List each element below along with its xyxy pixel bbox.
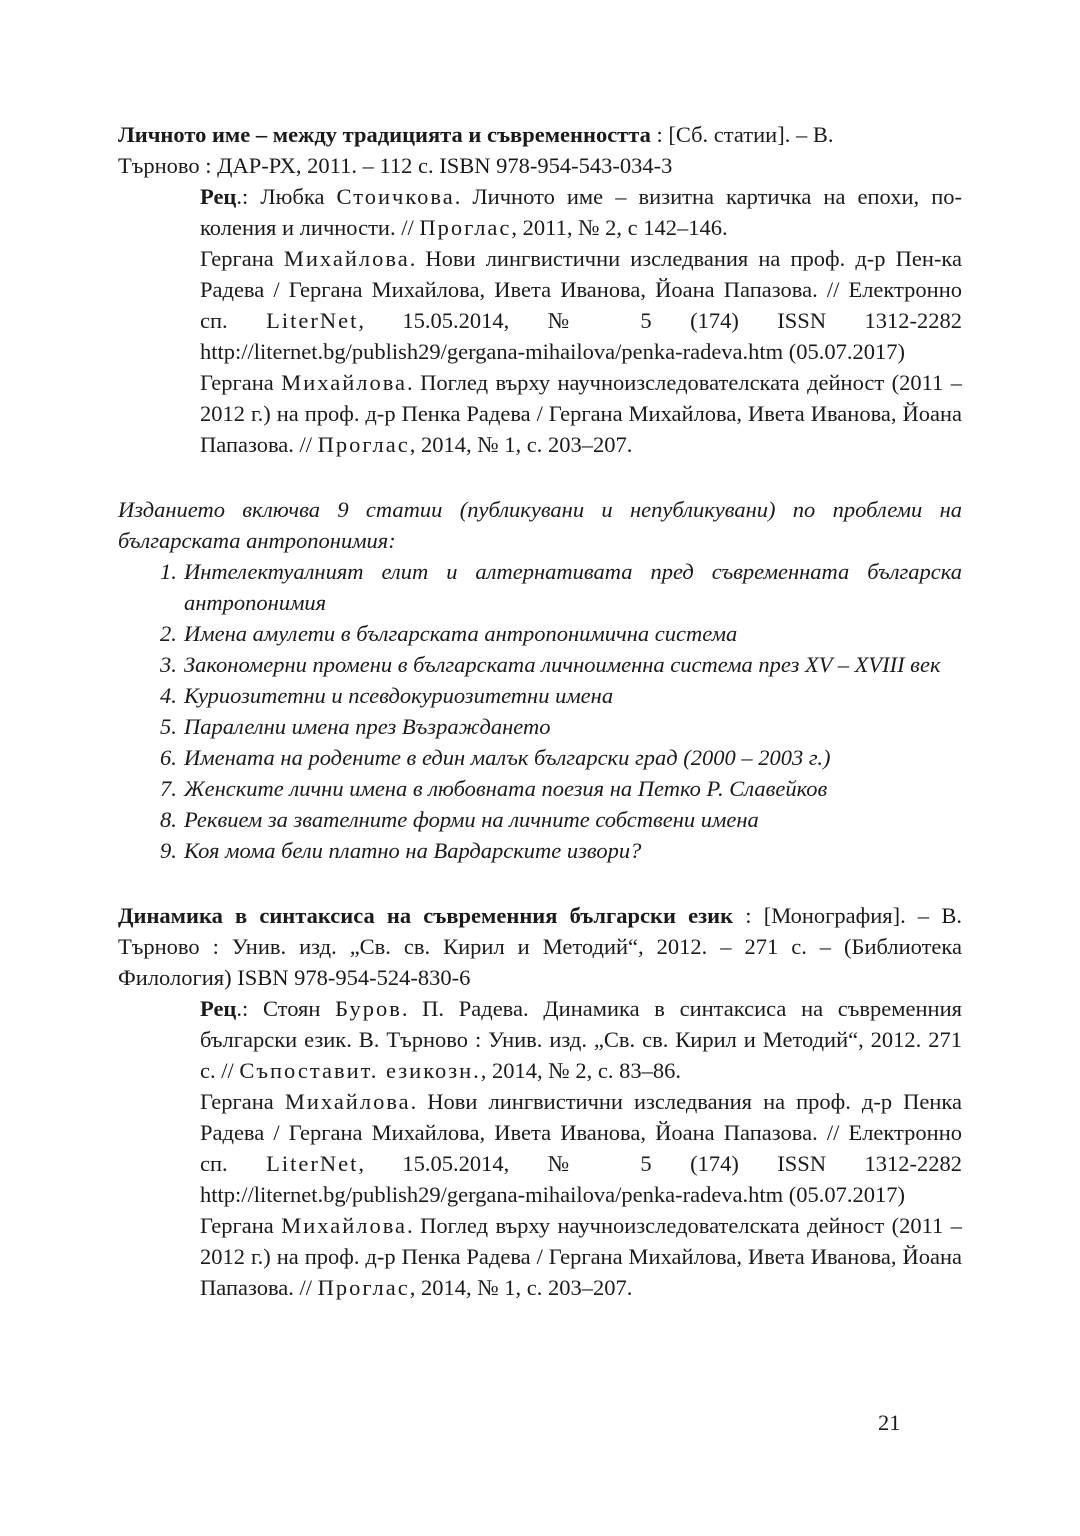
review-text: . Поглед върху научноизследователската дейност (2011 – 2012 г.) на проф. д-р Пенка Радева / Гергана Михайлова, Ивета Иванова, Йоана Папазова. // (200, 370, 962, 457)
list-item-text: Имената на родените в един малък български град (2000 – 2003 г.) (184, 745, 831, 770)
contents-description (118, 494, 962, 866)
review-journal: Съпоставит. езикозн. (239, 1058, 481, 1083)
bibliography-entry-2 (118, 900, 962, 1303)
review-journal: Проглас (419, 215, 512, 240)
list-item (160, 649, 962, 680)
review-citation: , 2014, № 2, с. 83–86. (480, 1058, 682, 1083)
list-item-text: Паралелни имена през Възраждането (184, 714, 551, 739)
review-text: . Поглед върху научноизследователската дейност (2011 – 2012 г.) на проф. д-р Пенка Радева / Гергана Михайлова, Ивета Иванова, Йоана Папазова. // (200, 1213, 962, 1300)
entry-1-reviews (200, 181, 962, 460)
review-journal: LiterNet (266, 308, 359, 333)
review-citation: , 2011, № 2, с 142–146. (511, 215, 728, 240)
list-item-number: 7. (160, 776, 177, 801)
contents-intro: Изданието включва 9 статии (публикувани и непубликувани) по проблеми на българската антропонимия: (118, 497, 962, 553)
list-item (160, 680, 962, 711)
page-content (118, 119, 962, 1303)
list-item-number: 5. (160, 714, 177, 739)
list-item-text: Женските лични имена в любовната поезия на Петко Р. Славейков (184, 776, 828, 801)
list-item-text: Куриозитетни и псевдокуриозитетни имена (184, 683, 614, 708)
entry-1-lead (118, 119, 962, 181)
review-citation: , 15.05.2014, № 5 (174) ISSN 1312-2282 http://liternet.bg/publish29/gergana-mihailova/penka-radeva.htm (05.07.2017) (200, 1151, 963, 1207)
list-item (160, 556, 962, 618)
review-citation: , 2014, № 1, с. 203–207. (409, 1275, 633, 1300)
list-item-text: Интелектуалният елит и алтернативата пред съвременната българска антропонимия (184, 559, 962, 615)
review-lead: .: Стоян (236, 996, 336, 1021)
review-journal: LiterNet (266, 1151, 359, 1176)
list-item-text: Коя мома бели платно на Вардарските извори? (184, 838, 642, 863)
list-item-number: 3. (160, 652, 177, 677)
entry-2-review-1 (200, 993, 962, 1086)
contents-list (118, 556, 962, 866)
review-author: Стоичкова (336, 184, 455, 209)
entry-2-lead-rest: : [Монография]. – В. Търново : Унив. изд. „Св. св. Кирил и Методий“, 2012. – 271 с. – (Библиотека Филология) ISBN 978-954-524-830-6 (118, 903, 962, 990)
list-item (160, 618, 962, 649)
review-text: . Нови лингвистични изследвания на проф. д-р Пенка Радева / Гергана Михайлова, Ивета Иванова, Йоана Папазова. // Електронно сп. (200, 1089, 962, 1176)
review-author: Михайлова (281, 370, 408, 395)
entry-1-review-1 (200, 181, 962, 243)
entry-2-lead (118, 900, 962, 993)
list-item-number: 4. (160, 683, 177, 708)
review-lead: Гергана (200, 370, 282, 395)
entry-2-title: Динамика в синтаксиса на съвременния български език (118, 903, 734, 928)
review-label: Рец (200, 996, 237, 1021)
review-citation: , 15.05.2014, № 5 (174) ISSN 1312-2282 http://liternet.bg/publish29/gergana-mihailova/penka-radeva.htm (05.07.2017) (200, 308, 963, 364)
review-lead: .: Любка (236, 184, 337, 209)
list-item-text: Имена амулети в българската антропонимична система (184, 621, 738, 646)
entry-1-lead-rest: : [Сб. статии]. – В. (650, 122, 834, 147)
review-author: Михайлова (284, 1089, 411, 1114)
entry-2-review-2 (200, 1086, 962, 1210)
list-item (160, 773, 962, 804)
entry-1-review-3 (200, 367, 962, 460)
list-item-text: Закономерни промени в българската личноименна система през XV – XVIII век (184, 652, 941, 677)
list-item (160, 804, 962, 835)
list-item-text: Реквием за звателните форми на личните собствени имена (184, 807, 759, 832)
entry-2-review-3 (200, 1210, 962, 1303)
review-author: Буров (335, 996, 402, 1021)
entry-1-title: Личното име – между традицията и съвременността (118, 122, 651, 147)
page-number: 21 (878, 1410, 901, 1435)
entry-2-reviews (200, 993, 962, 1303)
spacer (118, 866, 962, 900)
review-journal: Проглас (317, 1275, 410, 1300)
review-label: Рец (200, 184, 237, 209)
list-item-number: 2. (160, 621, 177, 646)
review-lead: Гергана (200, 1089, 285, 1114)
list-item (160, 835, 962, 866)
review-lead: Гергана (200, 246, 284, 271)
list-item-number: 6. (160, 745, 177, 770)
list-item-number: 8. (160, 807, 177, 832)
list-item-number: 1. (160, 559, 177, 584)
review-author: Михайлова (283, 246, 410, 271)
bibliography-entry-1 (118, 119, 962, 460)
list-item (160, 742, 962, 773)
review-text: . Нови лингвистични изследвания на проф. д-р Пен-ка Радева / Гергана Михайлова, Ивета Иванова, Йоана Папазова. // Електронно сп. (200, 246, 962, 333)
entry-1-review-2 (200, 243, 962, 367)
review-citation: , 2014, № 1, с. 203–207. (409, 432, 633, 457)
entry-1-imprint: Търново : ДАР-РХ, 2011. – 112 с. ISBN 978-954-543-034-3 (118, 153, 673, 178)
list-item-number: 9. (160, 838, 177, 863)
review-author: Михайлова (281, 1213, 408, 1238)
review-journal: Проглас (317, 432, 410, 457)
review-text: . Личното име – визитна картичка на епохи, по-коления и личности. // (200, 184, 962, 240)
review-lead: Гергана (200, 1213, 282, 1238)
spacer (118, 460, 962, 494)
review-text: . П. Радева. Динамика в синтаксиса на съвременния български език. В. Търново : Унив. изд. „Св. св. Кирил и Методий“, 2012. 271 с. // (200, 996, 962, 1083)
list-item (160, 711, 962, 742)
